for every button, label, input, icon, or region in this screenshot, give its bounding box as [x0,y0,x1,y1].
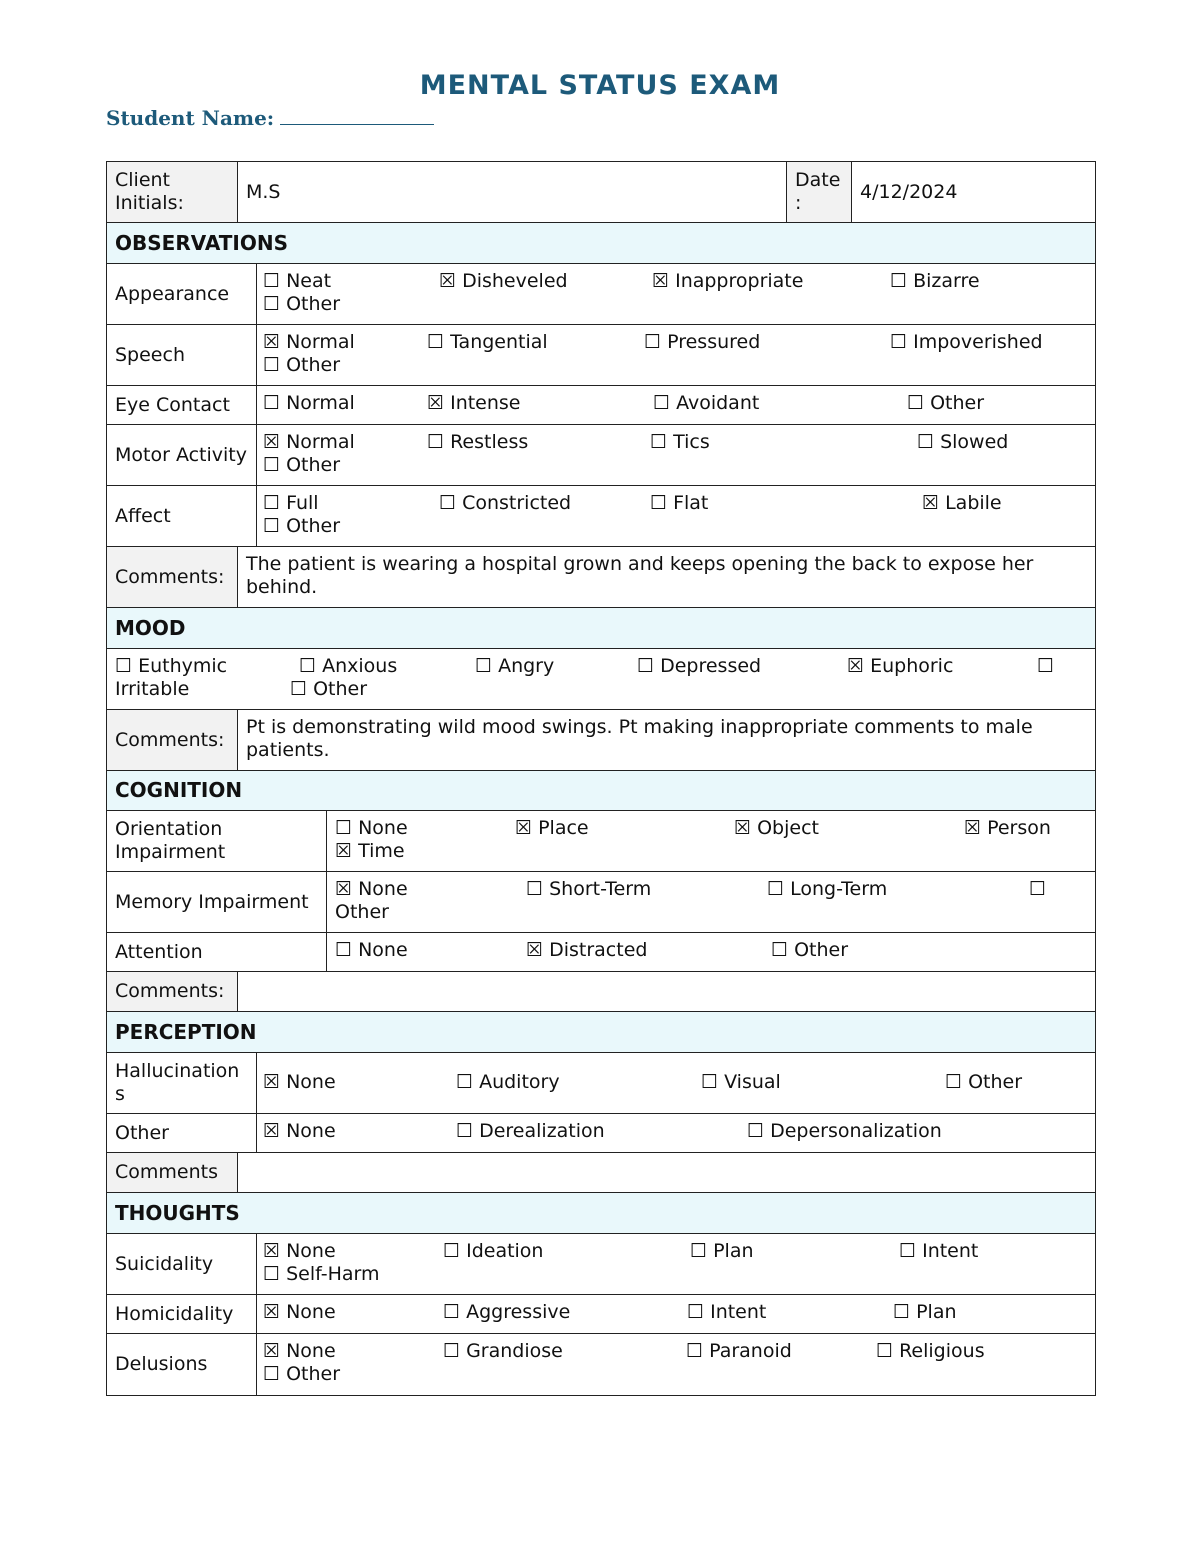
student-name-label: Student Name: [106,106,275,130]
checkbox-derealization[interactable] [456,1120,605,1143]
client-initials-field[interactable]: M.S [238,162,787,222]
option-label: Avoidant [670,392,760,414]
option-label: Normal [280,331,355,353]
checkbox-euthymic[interactable] [115,655,227,678]
checkbox-none[interactable] [263,1240,336,1263]
option-label: Inappropriate [669,270,804,292]
option-label: Angry [492,655,555,677]
unchecked-box-icon: ☐ [263,392,281,414]
checkbox-other[interactable] [263,354,340,377]
unchecked-box-icon: ☐ [890,270,908,292]
unchecked-box-icon: ☐ [767,878,785,900]
checked-box-icon: ☒ [263,1240,281,1262]
attention-options [327,933,1095,971]
affect-label: Affect [107,486,257,546]
option-label: Long-Term [784,878,888,900]
mood-heading: MOOD [107,608,1095,649]
checked-box-icon: ☒ [263,331,281,353]
checked-box-icon: ☒ [922,492,940,514]
unchecked-box-icon: ☐ [263,293,281,315]
unchecked-box-icon: ☐ [475,655,493,677]
unchecked-box-icon: ☐ [686,1340,704,1362]
checkbox-euphoric[interactable] [847,655,953,678]
checkbox-angry[interactable] [475,655,554,678]
checkbox-none[interactable] [263,1120,336,1143]
option-label: Other [280,515,341,537]
checkbox-intent[interactable] [687,1301,766,1324]
option-label: Derealization [473,1120,605,1142]
checkbox-grandiose[interactable] [443,1340,563,1363]
unchecked-box-icon: ☐ [945,1071,963,1093]
unchecked-box-icon: ☐ [650,431,668,453]
unchecked-box-icon: ☐ [653,392,671,414]
checkbox-irritable-box[interactable]: ☐ [1037,655,1055,677]
memory-options [327,872,1095,932]
option-label: None [280,1301,336,1323]
checkbox-none[interactable] [335,878,408,901]
option-label: Plan [707,1240,754,1262]
irritable-label: Irritable [115,678,190,700]
checkbox-person[interactable] [964,817,1051,840]
checkbox-slowed[interactable] [917,431,1008,454]
affect-row [107,486,1095,547]
unchecked-box-icon: ☐ [335,939,353,961]
unchecked-box-icon: ☐ [690,1240,708,1262]
checkbox-other[interactable] [263,1363,340,1386]
checkbox-other-box[interactable]: ☐ [1029,878,1047,900]
unchecked-box-icon: ☐ [115,655,133,677]
attention-row [107,933,1095,972]
suicidality-options [257,1234,1095,1294]
option-label: Depersonalization [764,1120,942,1142]
unchecked-box-icon: ☐ [637,655,655,677]
option-label: Ideation [460,1240,544,1262]
checkbox-ideation[interactable] [443,1240,543,1263]
option-label: Disheveled [456,270,568,292]
mood-options [107,649,1095,709]
unchecked-box-icon: ☐ [439,492,457,514]
option-label: None [280,1240,336,1262]
memory-row [107,872,1095,933]
orientation-options [327,811,1095,871]
option-label: Bizarre [907,270,980,292]
unchecked-box-icon: ☐ [263,1363,281,1385]
affect-options [257,486,1095,546]
option-label: Intent [916,1240,979,1262]
checkbox-other[interactable] [263,293,340,316]
checked-box-icon: ☒ [263,1071,281,1093]
date-field[interactable]: 4/12/2024 [860,180,958,203]
checkbox-time[interactable] [335,840,405,863]
delusions-row [107,1334,1095,1395]
motor-activity-options [257,425,1095,485]
option-label: Grandiose [460,1340,563,1362]
eye-contact-label: Eye Contact [107,386,257,424]
speech-label: Speech [107,325,257,385]
checked-box-icon: ☒ [263,1120,281,1142]
checkbox-other[interactable] [263,454,340,477]
checkbox-religious[interactable] [876,1340,985,1363]
client-initials-label: Client Initials: [107,162,238,222]
option-label: Short-Term [543,878,652,900]
homicidality-label: Homicidality [107,1295,257,1333]
option-label: Distracted [543,939,648,961]
unchecked-box-icon: ☐ [917,431,935,453]
unchecked-box-icon: ☐ [701,1071,719,1093]
checkbox-inappropriate[interactable] [652,270,803,293]
unchecked-box-icon: ☐ [650,492,668,514]
unchecked-box-icon: ☐ [443,1240,461,1262]
eye-contact-row [107,386,1095,425]
student-name [106,104,434,130]
option-label: Other [280,454,341,476]
checkbox-object[interactable] [734,817,819,840]
appearance-row [107,264,1095,325]
option-label: Other [788,939,849,961]
motor-activity-label: Motor Activity [107,425,257,485]
checkbox-distracted[interactable] [526,939,647,962]
unchecked-box-icon: ☐ [443,1340,461,1362]
homicidality-options [257,1295,1095,1333]
observations-comments-row [107,547,1095,608]
perception-other-label: Other [107,1114,257,1152]
memory-label: Memory Impairment [107,872,327,932]
homicidality-row [107,1295,1095,1334]
checkbox-flat[interactable] [650,492,708,515]
option-label: Other [924,392,985,414]
checkbox-self-harm[interactable] [263,1263,380,1286]
cognition-heading: COGNITION [107,771,1095,811]
unchecked-box-icon: ☐ [263,354,281,376]
checkbox-none[interactable] [335,939,408,962]
option-label: Flat [667,492,709,514]
option-label: Plan [910,1301,957,1323]
checkbox-none[interactable] [263,1301,336,1324]
option-label: Aggressive [460,1301,571,1323]
option-label: Religious [893,1340,985,1362]
checkbox-disheveled[interactable] [439,270,568,293]
option-label: Depressed [654,655,762,677]
appearance-label: Appearance [107,264,257,324]
unchecked-box-icon: ☐ [427,331,445,353]
comments-label: Comments [107,1153,238,1192]
option-label: Slowed [934,431,1009,453]
option-label: Full [280,492,319,514]
student-name-input[interactable] [280,104,434,125]
checkbox-other[interactable] [907,392,984,415]
unchecked-box-icon: ☐ [687,1301,705,1323]
thoughts-heading: THOUGHTS [107,1193,1095,1234]
option-label: Euphoric [864,655,954,677]
unchecked-box-icon: ☐ [907,392,925,414]
option-label: Other [280,354,341,376]
checkbox-depersonalization[interactable] [747,1120,942,1143]
unchecked-box-icon: ☐ [263,1263,281,1285]
delusions-label: Delusions [107,1334,257,1395]
checked-box-icon: ☒ [263,1301,281,1323]
header-row [107,162,1095,223]
checkbox-normal[interactable] [263,331,355,354]
option-label: None [352,817,408,839]
option-label: None [280,1071,336,1093]
orientation-row [107,811,1095,872]
checkbox-other[interactable] [945,1071,1022,1094]
checkbox-other[interactable] [290,678,367,701]
unchecked-box-icon: ☐ [299,655,317,677]
suicidality-row [107,1234,1095,1295]
option-label: Intense [444,392,521,414]
checkbox-neat[interactable] [263,270,331,293]
mood-comments-row [107,710,1095,771]
checkbox-other[interactable] [771,939,848,962]
option-label: Restless [444,431,529,453]
unchecked-box-icon: ☐ [263,492,281,514]
option-label: Other [962,1071,1023,1093]
perception-comments-row [107,1153,1095,1193]
comments-label: Comments: [107,547,238,607]
option-label: Euthymic [132,655,228,677]
option-label: Place [532,817,589,839]
option-label: Paranoid [703,1340,792,1362]
hallucinations-options [257,1053,1095,1113]
checkbox-constricted[interactable] [439,492,571,515]
memory-other-label: Other [335,901,389,923]
option-label: Object [751,817,819,839]
perception-heading: PERCEPTION [107,1012,1095,1053]
unchecked-box-icon: ☐ [893,1301,911,1323]
checked-box-icon: ☒ [652,270,670,292]
checkbox-normal[interactable] [263,431,355,454]
observations-heading: OBSERVATIONS [107,223,1095,264]
unchecked-box-icon: ☐ [456,1071,474,1093]
option-label: Other [280,293,341,315]
unchecked-box-icon: ☐ [771,939,789,961]
comments-label: Comments: [107,710,238,770]
unchecked-box-icon: ☐ [427,431,445,453]
option-label: Time [352,840,405,862]
option-label: Anxious [316,655,398,677]
option-label: None [280,1340,336,1362]
option-label: None [280,1120,336,1142]
speech-options [257,325,1095,385]
checkbox-place[interactable] [515,817,589,840]
checked-box-icon: ☒ [847,655,865,677]
option-label: Other [307,678,368,700]
option-label: None [352,878,408,900]
checkbox-other[interactable] [263,515,340,538]
date-label: Date : [787,162,852,222]
perception-other-options [257,1114,1095,1152]
unchecked-box-icon: ☐ [335,817,353,839]
option-label: Normal [280,392,355,414]
checkbox-restless[interactable] [427,431,528,454]
checkbox-long-term[interactable] [767,878,887,901]
checkbox-tangential[interactable] [427,331,548,354]
eye-contact-options [257,386,1095,424]
checked-box-icon: ☒ [734,817,752,839]
option-label: Intent [704,1301,767,1323]
option-label: Tics [667,431,710,453]
option-label: Auditory [473,1071,560,1093]
option-label: Person [981,817,1051,839]
hallucinations-label: Hallucinations [107,1053,257,1113]
option-label: Pressured [661,331,761,353]
checkbox-none[interactable] [263,1071,336,1094]
unchecked-box-icon: ☐ [876,1340,894,1362]
checkbox-tics[interactable] [650,431,710,454]
motor-activity-row [107,425,1095,486]
checkbox-bizarre[interactable] [890,270,980,293]
cognition-comments-row [107,972,1095,1012]
checkbox-avoidant[interactable] [653,392,759,415]
checked-box-icon: ☒ [263,1340,281,1362]
checkbox-auditory[interactable] [456,1071,560,1094]
option-label: Constricted [456,492,572,514]
mood-row [107,649,1095,710]
checkbox-impoverished[interactable] [890,331,1043,354]
hallucinations-row [107,1053,1095,1114]
unchecked-box-icon: ☐ [290,678,308,700]
checkbox-anxious[interactable] [299,655,397,678]
unchecked-box-icon: ☐ [263,515,281,537]
option-label: Normal [280,431,355,453]
observations-comments-field[interactable]: The patient is wearing a hospital grown and keeps opening the back to expose her behind. [246,553,1034,598]
checked-box-icon: ☒ [263,431,281,453]
checkbox-none[interactable] [335,817,408,840]
checked-box-icon: ☒ [427,392,445,414]
unchecked-box-icon: ☐ [644,331,662,353]
checked-box-icon: ☒ [335,840,353,862]
checkbox-plan[interactable] [690,1240,754,1263]
checked-box-icon: ☒ [439,270,457,292]
checkbox-visual[interactable] [701,1071,781,1094]
unchecked-box-icon: ☐ [443,1301,461,1323]
checkbox-intense[interactable] [427,392,521,415]
checkbox-intent[interactable] [899,1240,978,1263]
page-title: MENTAL STATUS EXAM [419,70,781,101]
checkbox-pressured[interactable] [644,331,760,354]
orientation-label: Orientation Impairment [107,811,327,871]
checkbox-normal[interactable] [263,392,355,415]
perception-other-row [107,1114,1095,1153]
checked-box-icon: ☒ [335,878,353,900]
unchecked-box-icon: ☐ [526,878,544,900]
option-label: Other [280,1363,341,1385]
option-label: Tangential [444,331,548,353]
option-label: None [352,939,408,961]
checkbox-aggressive[interactable] [443,1301,570,1324]
cognition-comments-field[interactable] [238,972,1095,1011]
unchecked-box-icon: ☐ [899,1240,917,1262]
checkbox-plan[interactable] [893,1301,957,1324]
speech-row [107,325,1095,386]
checked-box-icon: ☒ [526,939,544,961]
attention-label: Attention [107,933,327,971]
unchecked-box-icon: ☐ [263,454,281,476]
unchecked-box-icon: ☐ [263,270,281,292]
comments-label: Comments: [107,972,238,1011]
perception-comments-field[interactable] [238,1153,1095,1192]
checkbox-none[interactable] [263,1340,336,1363]
unchecked-box-icon: ☐ [747,1120,765,1142]
unchecked-box-icon: ☐ [456,1120,474,1142]
option-label: Self-Harm [280,1263,380,1285]
checked-box-icon: ☒ [964,817,982,839]
checkbox-short-term[interactable] [526,878,651,901]
delusions-options [257,1334,1095,1395]
appearance-options [257,264,1095,324]
mse-form [106,161,1096,1396]
suicidality-label: Suicidality [107,1234,257,1294]
unchecked-box-icon: ☐ [890,331,908,353]
option-label: Labile [939,492,1002,514]
mood-comments-field[interactable]: Pt is demonstrating wild mood swings. Pt making inappropriate comments to male patients. [246,716,1033,761]
option-label: Visual [718,1071,781,1093]
checkbox-labile[interactable] [922,492,1002,515]
option-label: Impoverished [907,331,1043,353]
checkbox-paranoid[interactable] [686,1340,792,1363]
option-label: Neat [280,270,332,292]
checked-box-icon: ☒ [515,817,533,839]
checkbox-full[interactable] [263,492,319,515]
checkbox-depressed[interactable] [637,655,761,678]
